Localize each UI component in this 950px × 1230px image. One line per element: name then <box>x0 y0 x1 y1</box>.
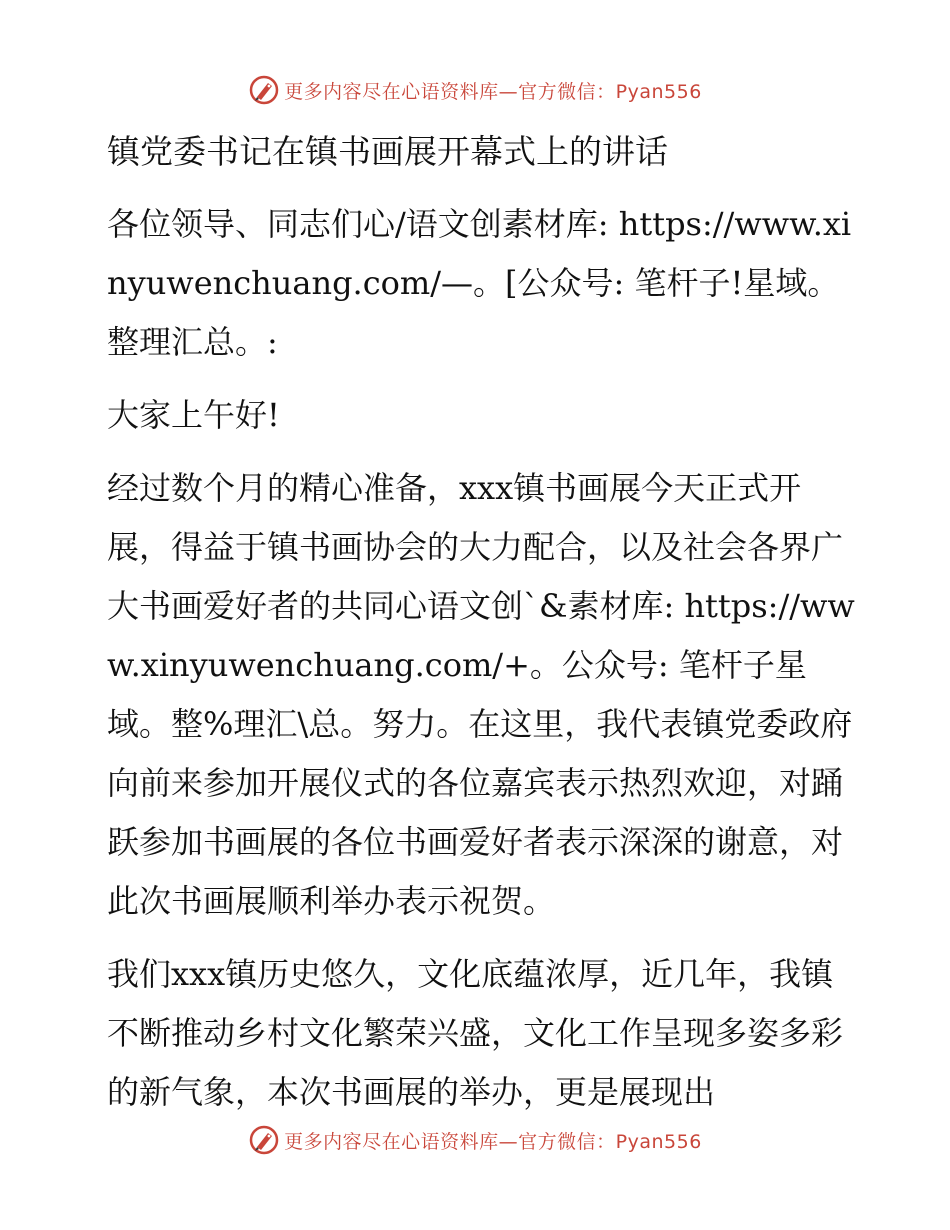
footer-banner <box>0 1120 950 1160</box>
paragraph-salutation: 各位领导、同志们心/语文创素材库: https://www.xinyuwenchuang.com/—。[公众号: 笔杆子!星域。整理汇总。: <box>107 205 852 361</box>
banner-text: 更多内容尽在心语资料库—官方微信：Pyan556 <box>284 1130 702 1153</box>
paragraph-greeting: 大家上午好! <box>107 396 280 434</box>
pen-nib-logo-icon <box>248 1124 280 1156</box>
pen-nib-logo-icon <box>248 74 280 106</box>
banner-text: 更多内容尽在心语资料库—官方微信：Pyan556 <box>284 80 702 103</box>
document-title: 镇党委书记在镇书画展开幕式上的讲话 <box>107 132 668 171</box>
paragraph-body-1: 经过数个月的精心准备，xxx镇书画展今天正式开展，得益于镇书画协会的大力配合，以及社会各界广大书画爱好者的共同心语文创`&素材库: https://www.xinyuwenchuang.com/+。公众号: 笔杆子星域。整%理汇\总。努力。在这里，我代表镇党委政府向前来参加开展仪式的各位嘉宾表示热烈欢迎，对踊跃参加书画展的各位书画爱好者表示深深的谢意，对此次书画展顺利举办表示祝贺。 <box>107 469 855 920</box>
paragraph-body-2: 我们xxx镇历史悠久，文化底蕴浓厚，近几年，我镇不断推动乡村文化繁荣兴盛，文化工作呈现多姿多彩的新气象，本次书画展的举办，更是展现出 <box>107 955 844 1111</box>
header-banner <box>0 70 950 110</box>
document-body <box>97 122 857 1136</box>
